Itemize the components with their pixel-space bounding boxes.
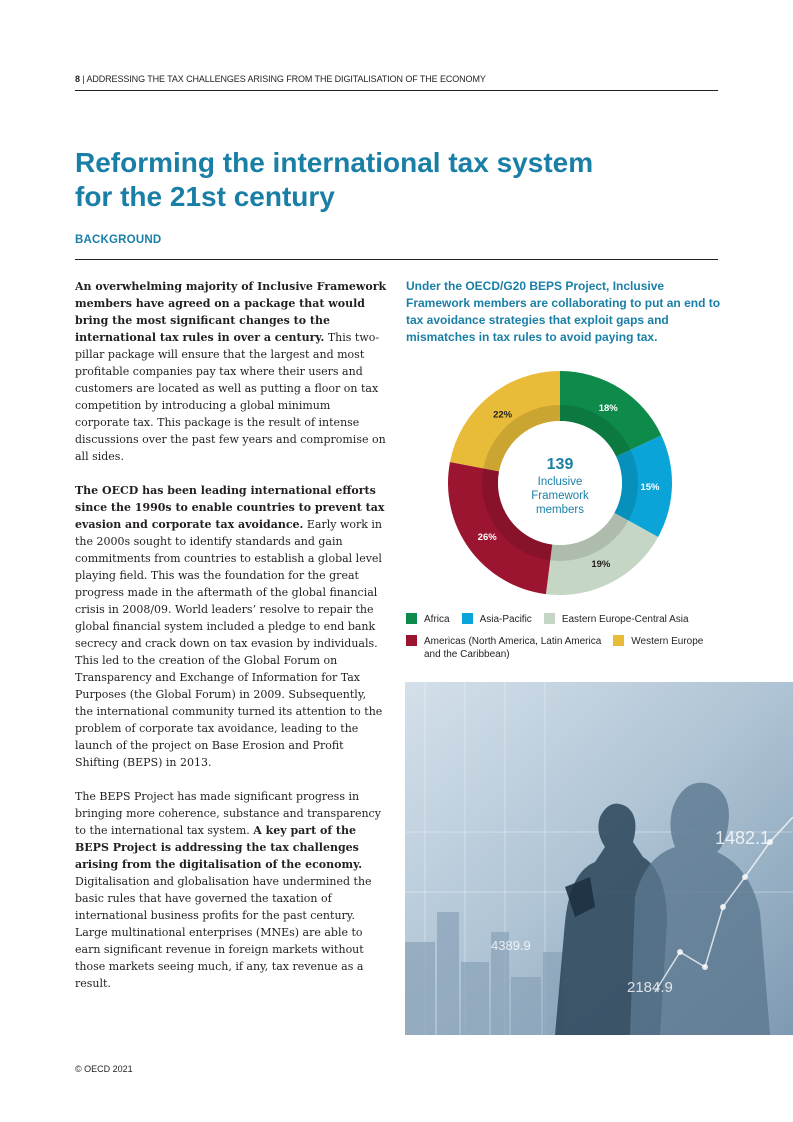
- p3-text-b: Digitalisation and globalisation have undermined the basic rules that have governed the taxation of international business profits for the past century. Large multinational enterprises (MNEs) are able to earn significant revenue in foreign markets without those markets seeing much, if any, tax revenue as a result.: [75, 875, 372, 990]
- title-line-1: Reforming the international tax system: [75, 147, 594, 178]
- p2-lead: The OECD has been leading international efforts since the 1990s to enable countries to prevent tax evasion and corporate tax avoidance.: [75, 484, 385, 531]
- p1-text: This two-pillar package will ensure that the largest and most profitable companies pay tax where their users and customers are located as well as putting a floor on tax competition by introducing a global minimum corporate tax. This package is the result of intense discussions over the past few years and compromise on all sides.: [75, 331, 386, 463]
- center-number: 139: [546, 456, 574, 473]
- legend-row-1: [406, 613, 736, 626]
- p2-text: Early work in the 2000s sought to identify standards and gain commitments from countries to establish a global level playing field. This was the foundation for the great progress made in the aftermath of the global financial crisis in 2008/09. World leaders’ resolve to repair the global financial system included a pledge to end bank secrecy and crack down on tax evasion by individuals. This led to the creation of the Global Forum on Transparency and Exchange of Information for Tax Purposes (the Global Forum) in 2009. Subsequently, the international community turned its attention to the problem of corporate tax avoidance, leading to the launch of the project on Base Erosion and Profit Shifting (BEPS) in 2013.: [75, 518, 383, 769]
- business-photo: [405, 682, 793, 1035]
- figure-caption: Under the OECD/G20 BEPS Project, Inclusive Framework members are collaborating to put an end to tax avoidance strategies that exploit gaps and mismatches in tax rules to avoid paying tax.: [406, 279, 721, 344]
- paragraph-1: [75, 278, 387, 465]
- legend-item-western-europe: [613, 635, 703, 648]
- title-line-2: for the 21st century: [75, 181, 335, 212]
- running-header: [75, 74, 718, 84]
- page-number: 8: [75, 74, 80, 84]
- legend-item-asia-pacific: [462, 613, 532, 626]
- legend-label-asia-pacific: Asia-Pacific: [479, 614, 532, 625]
- legend-item-eastern-europe: [544, 613, 689, 626]
- section-rule: [75, 259, 718, 260]
- running-title: ADDRESSING THE TAX CHALLENGES ARISING FROM THE DIGITALISATION OF THE ECONOMY: [86, 74, 486, 84]
- donut-value-label-2: 19%: [591, 559, 611, 571]
- legend-swatch-western-europe: [613, 635, 624, 646]
- legend-label-western-europe: Western Europe: [631, 636, 704, 647]
- legend-label-americas-line-1: Americas (North America, Latin America: [424, 636, 602, 647]
- donut-value-label-1: 15%: [640, 481, 660, 493]
- legend-swatch-americas: [406, 635, 417, 646]
- section-label: BACKGROUND: [75, 234, 162, 246]
- legend-swatch-asia-pacific: [462, 613, 473, 624]
- footer-copyright: © OECD 2021: [75, 1064, 133, 1074]
- photo-number-2: 4389.9: [491, 938, 531, 953]
- center-label-2: Framework: [531, 490, 589, 502]
- center-label-3: members: [536, 504, 584, 516]
- legend-item-americas: [406, 635, 601, 661]
- legend-label-americas-line-2: and the Caribbean): [424, 649, 510, 660]
- photo-illustration: [405, 682, 793, 1035]
- body-text: [75, 278, 387, 1009]
- donut-value-label-4: 22%: [493, 409, 513, 421]
- legend-label-americas: [424, 635, 601, 661]
- legend-label-eastern-europe: Eastern Europe-Central Asia: [561, 614, 689, 625]
- photo-number-1: 1482.1: [715, 828, 771, 848]
- legend-swatch-eastern-europe: [544, 613, 555, 624]
- header-rule: [75, 90, 718, 91]
- legend-label-africa: Africa: [424, 614, 450, 625]
- legend-item-africa: [406, 613, 450, 626]
- p3-text-a: The BEPS Project has made significant progress in bringing more coherence, substance and transparency to the international tax system.: [75, 790, 381, 837]
- paragraph-2: [75, 482, 387, 771]
- legend-row-2: [406, 635, 736, 661]
- chart-legend: [406, 613, 736, 670]
- donut-chart: [440, 363, 680, 603]
- center-label-1: Inclusive: [537, 476, 583, 488]
- legend-swatch-africa: [406, 613, 417, 624]
- paragraph-3: [75, 788, 387, 992]
- header-separator: |: [79, 74, 87, 84]
- p1-lead: An overwhelming majority of Inclusive Framework members have agreed on a package that would bring the most significant changes to the international tax rules in over a century.: [75, 280, 387, 344]
- page-title: [75, 146, 635, 214]
- donut-value-label-3: 26%: [477, 531, 497, 543]
- photo-number-3: 2184.9: [627, 979, 673, 996]
- donut-value-label-0: 18%: [598, 403, 618, 415]
- p3-key: A key part of the BEPS Project is addressing the tax challenges arising from the digitalisation of the economy.: [75, 824, 363, 871]
